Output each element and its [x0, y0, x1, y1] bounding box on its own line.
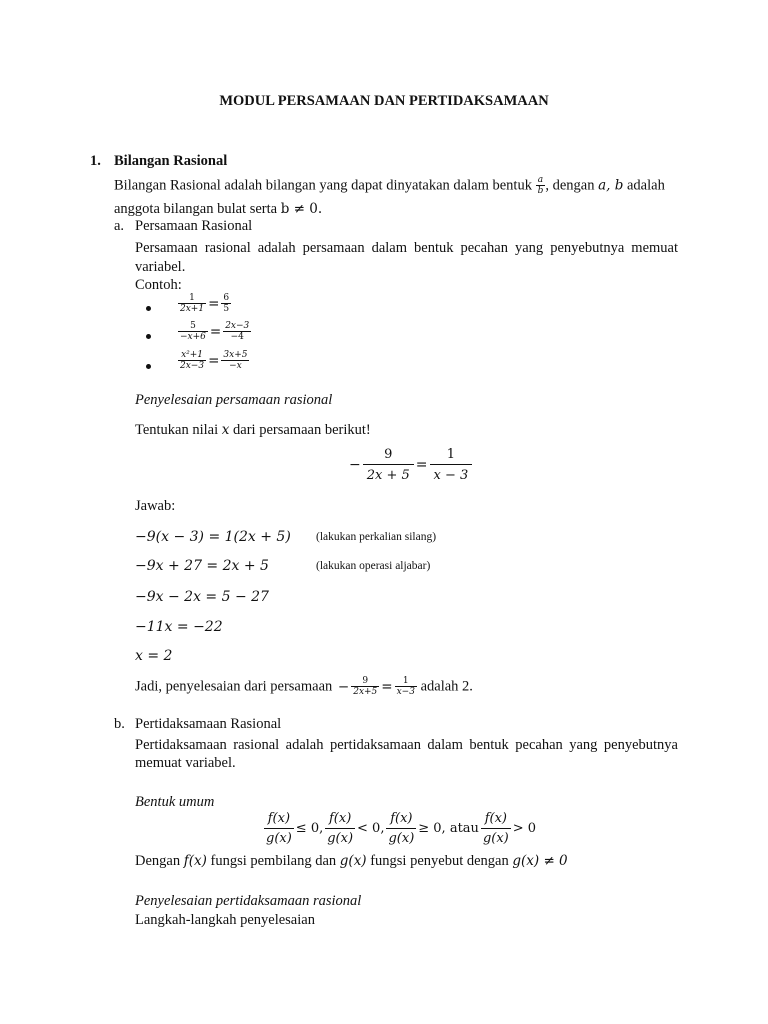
sub-b-heading: Pertidaksamaan Rasional — [135, 716, 282, 732]
form-2-fraction: $\frac{f(x)}{g(x)}$ — [327, 811, 354, 846]
step-2-note: (lakukan operasi aljabar) — [316, 560, 431, 572]
definition-condition: b ≠ 0. — [280, 201, 323, 217]
definition-text: Bilangan Rasional adalah bilangan yang dapat dinyatakan dalam bentuk — [114, 177, 532, 194]
bullet-2 — [146, 334, 151, 339]
form-3-fraction: $\frac{f(x)}{g(x)}$ — [388, 811, 415, 846]
solution-heading-b: Penyelesaian pertidaksamaan rasional — [135, 893, 362, 909]
step-5-equation: x = 2 — [135, 648, 173, 664]
bullet-1 — [146, 306, 151, 311]
form-1-fraction: $\frac{f(x)}{g(x)}$ — [266, 811, 292, 846]
form-4-fraction: $\frac{f(x)}{g(x)}$ — [482, 811, 509, 846]
sub-a-heading: Persamaan Rasional — [135, 218, 253, 234]
example-equation-3: $\frac{\text{x²+1}}{2x-3}$ = $\frac{3x+5}{-x}$ — [180, 350, 248, 371]
fraction-a-over-b: $\frac{a}{b}$ — [537, 175, 544, 196]
sub-b-definition-line2: memuat variabel. — [135, 755, 236, 771]
section-heading: Bilangan Rasional — [114, 153, 228, 169]
jawab-label: Jawab: — [135, 498, 176, 514]
section-definition-line1 — [114, 176, 665, 196]
steps-heading: Langkah-langkah penyelesaian — [135, 912, 315, 928]
sub-a-definition-line1: Persamaan rasional adalah persamaan dalam bentuk pecahan yang penyebutnya memuat — [135, 240, 678, 256]
section-number: 1. — [90, 153, 101, 169]
section-definition-line2: anggota bilangan bulat serta b ≠ 0. — [114, 201, 323, 217]
sub-b-definition-line1: Pertidaksamaan rasional adalah pertidaksamaan dalam bentuk pecahan yang penyebutnya — [135, 737, 678, 753]
dengan-line: Dengan f(x) fungsi pembilang dan g(x) fungsi penyebut dengan g(x) ≠ 0 — [135, 853, 568, 869]
step-3-equation: −9x − 2x = 5 − 27 — [135, 589, 269, 605]
definition-vars: a, b — [598, 177, 624, 194]
conclusion-line: Jadi, penyelesaian dari persamaan − $\frac{9}{2x+5}$ = $\frac{1}{x-3}$ adalah 2. — [135, 676, 473, 697]
sub-a-label: a. — [114, 218, 125, 234]
example-equation-2: $\frac{5}{-x+6}$ = $\frac{2x-3}{-4}$ — [180, 321, 250, 342]
sub-b-label: b. — [114, 716, 125, 732]
example-equation-1: $\frac{1}{2x+1}$ = $\frac{6}{5}$ — [180, 293, 230, 314]
main-equation: − $\frac{9}{2x + 5}$ = $\frac{1}{x - 3}$ — [347, 448, 472, 482]
step-1-note: (lakukan perkalian silang) — [316, 531, 437, 543]
bullet-3 — [146, 364, 151, 369]
bentuk-umum-label: Bentuk umum — [135, 794, 215, 810]
definition-text-3: adalah — [627, 177, 665, 194]
solution-heading-a: Penyelesaian persamaan rasional — [135, 392, 333, 408]
definition-text-2: , dengan — [545, 177, 595, 194]
step-4-equation: −11x = −22 — [135, 619, 223, 635]
step-1-equation: −9(x − 3) = 1(2x + 5) — [135, 529, 291, 545]
page-title: MODUL PERSAMAAN DAN PERTIDAKSAMAAN — [219, 93, 549, 109]
step-2-equation: −9x + 27 = 2x + 5 — [135, 558, 269, 574]
contoh-label: Contoh: — [135, 277, 182, 293]
general-forms: $\frac{f(x)}{g(x)}$ ≤ 0, $\frac{f(x)}{g(x)}$ < 0, $\frac{f(x)}{g(x)}$ ≥ 0, atau $\frac{f(x)}{g(x)}$ > 0 — [266, 811, 537, 846]
task-line: Tentukan nilai x dari persamaan berikut! — [135, 422, 371, 438]
sub-a-definition-line2: variabel. — [135, 259, 186, 275]
